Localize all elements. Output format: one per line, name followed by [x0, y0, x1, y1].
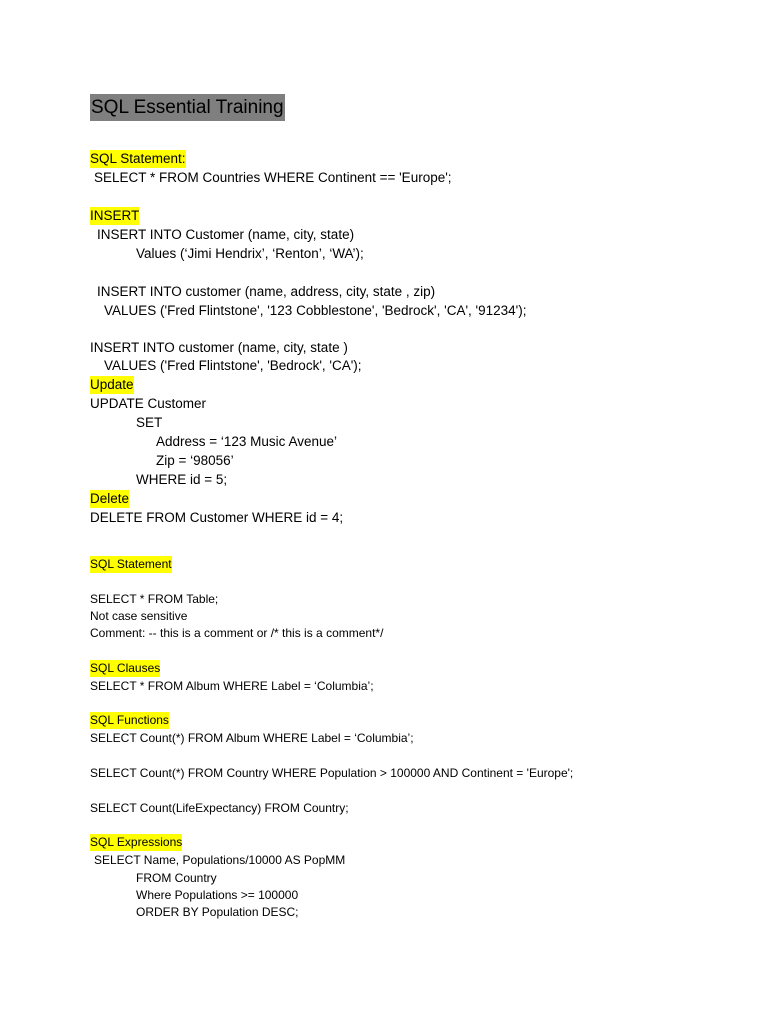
highlighted-label: SQL Expressions: [90, 835, 183, 849]
highlighted-label: SQL Functions: [90, 713, 169, 727]
code-line: VALUES ('Fred Flintstone', '123 Cobblestone', 'Bedrock', 'CA', '91234');: [104, 303, 527, 318]
code-line: SELECT * FROM Countries WHERE Continent == 'Europe';: [94, 170, 452, 185]
code-line: SELECT Count(*) FROM Album WHERE Label = ‘Columbia’;: [90, 731, 414, 745]
section-heading-delete: [90, 492, 129, 506]
section-heading-sql-expressions: [90, 836, 182, 848]
section-heading-insert: [90, 209, 139, 223]
highlighted-label: SQL Clauses: [90, 661, 161, 675]
code-line: DELETE FROM Customer WHERE id = 4;: [90, 510, 344, 525]
code-line: SELECT Count(LifeExpectancy) FROM Country;: [90, 801, 349, 815]
code-line: INSERT INTO customer (name, address, city, state , zip): [97, 284, 436, 299]
code-line: Address = ‘123 Music Avenue’: [156, 434, 337, 449]
highlighted-label: Delete: [90, 491, 130, 506]
document-title: SQL Essential Training: [90, 94, 285, 121]
code-line: Values (‘Jimi Hendrix’, ‘Renton’, ‘WA’);: [136, 246, 364, 261]
highlighted-label: SQL Statement:: [90, 151, 186, 166]
code-line: ORDER BY Population DESC;: [136, 905, 299, 919]
section-heading-update: [90, 378, 134, 392]
code-line: Zip = ‘98056’: [156, 453, 234, 468]
section-heading-sql-statement-2: [90, 558, 172, 570]
code-line: SELECT Name, Populations/10000 AS PopMM: [94, 853, 346, 867]
code-line: Not case sensitive: [90, 609, 188, 623]
code-line: SELECT * FROM Table;: [90, 592, 219, 606]
code-line: INSERT INTO customer (name, city, state ): [90, 340, 348, 355]
highlighted-label: Update: [90, 377, 134, 392]
section-heading-sql-statement: [90, 152, 186, 166]
code-line: WHERE id = 5;: [136, 472, 228, 487]
code-line: SELECT Count(*) FROM Country WHERE Population > 100000 AND Continent = 'Europe';: [90, 766, 574, 780]
code-line: VALUES ('Fred Flintstone', 'Bedrock', 'CA');: [104, 358, 362, 373]
code-line: Where Populations >= 100000: [136, 888, 299, 902]
code-line: UPDATE Customer: [90, 396, 207, 411]
code-line: SELECT * FROM Album WHERE Label = ‘Columbia’;: [90, 679, 374, 693]
code-line: FROM Country: [136, 871, 217, 885]
section-heading-sql-functions: [90, 714, 169, 726]
code-line: SET: [136, 415, 163, 430]
section-heading-sql-clauses: [90, 662, 160, 674]
code-line: Comment: -- this is a comment or /* this is a comment*/: [90, 626, 384, 640]
code-line: INSERT INTO Customer (name, city, state): [97, 227, 355, 242]
highlighted-label: INSERT: [90, 208, 140, 223]
highlighted-label: SQL Statement: [90, 557, 172, 571]
